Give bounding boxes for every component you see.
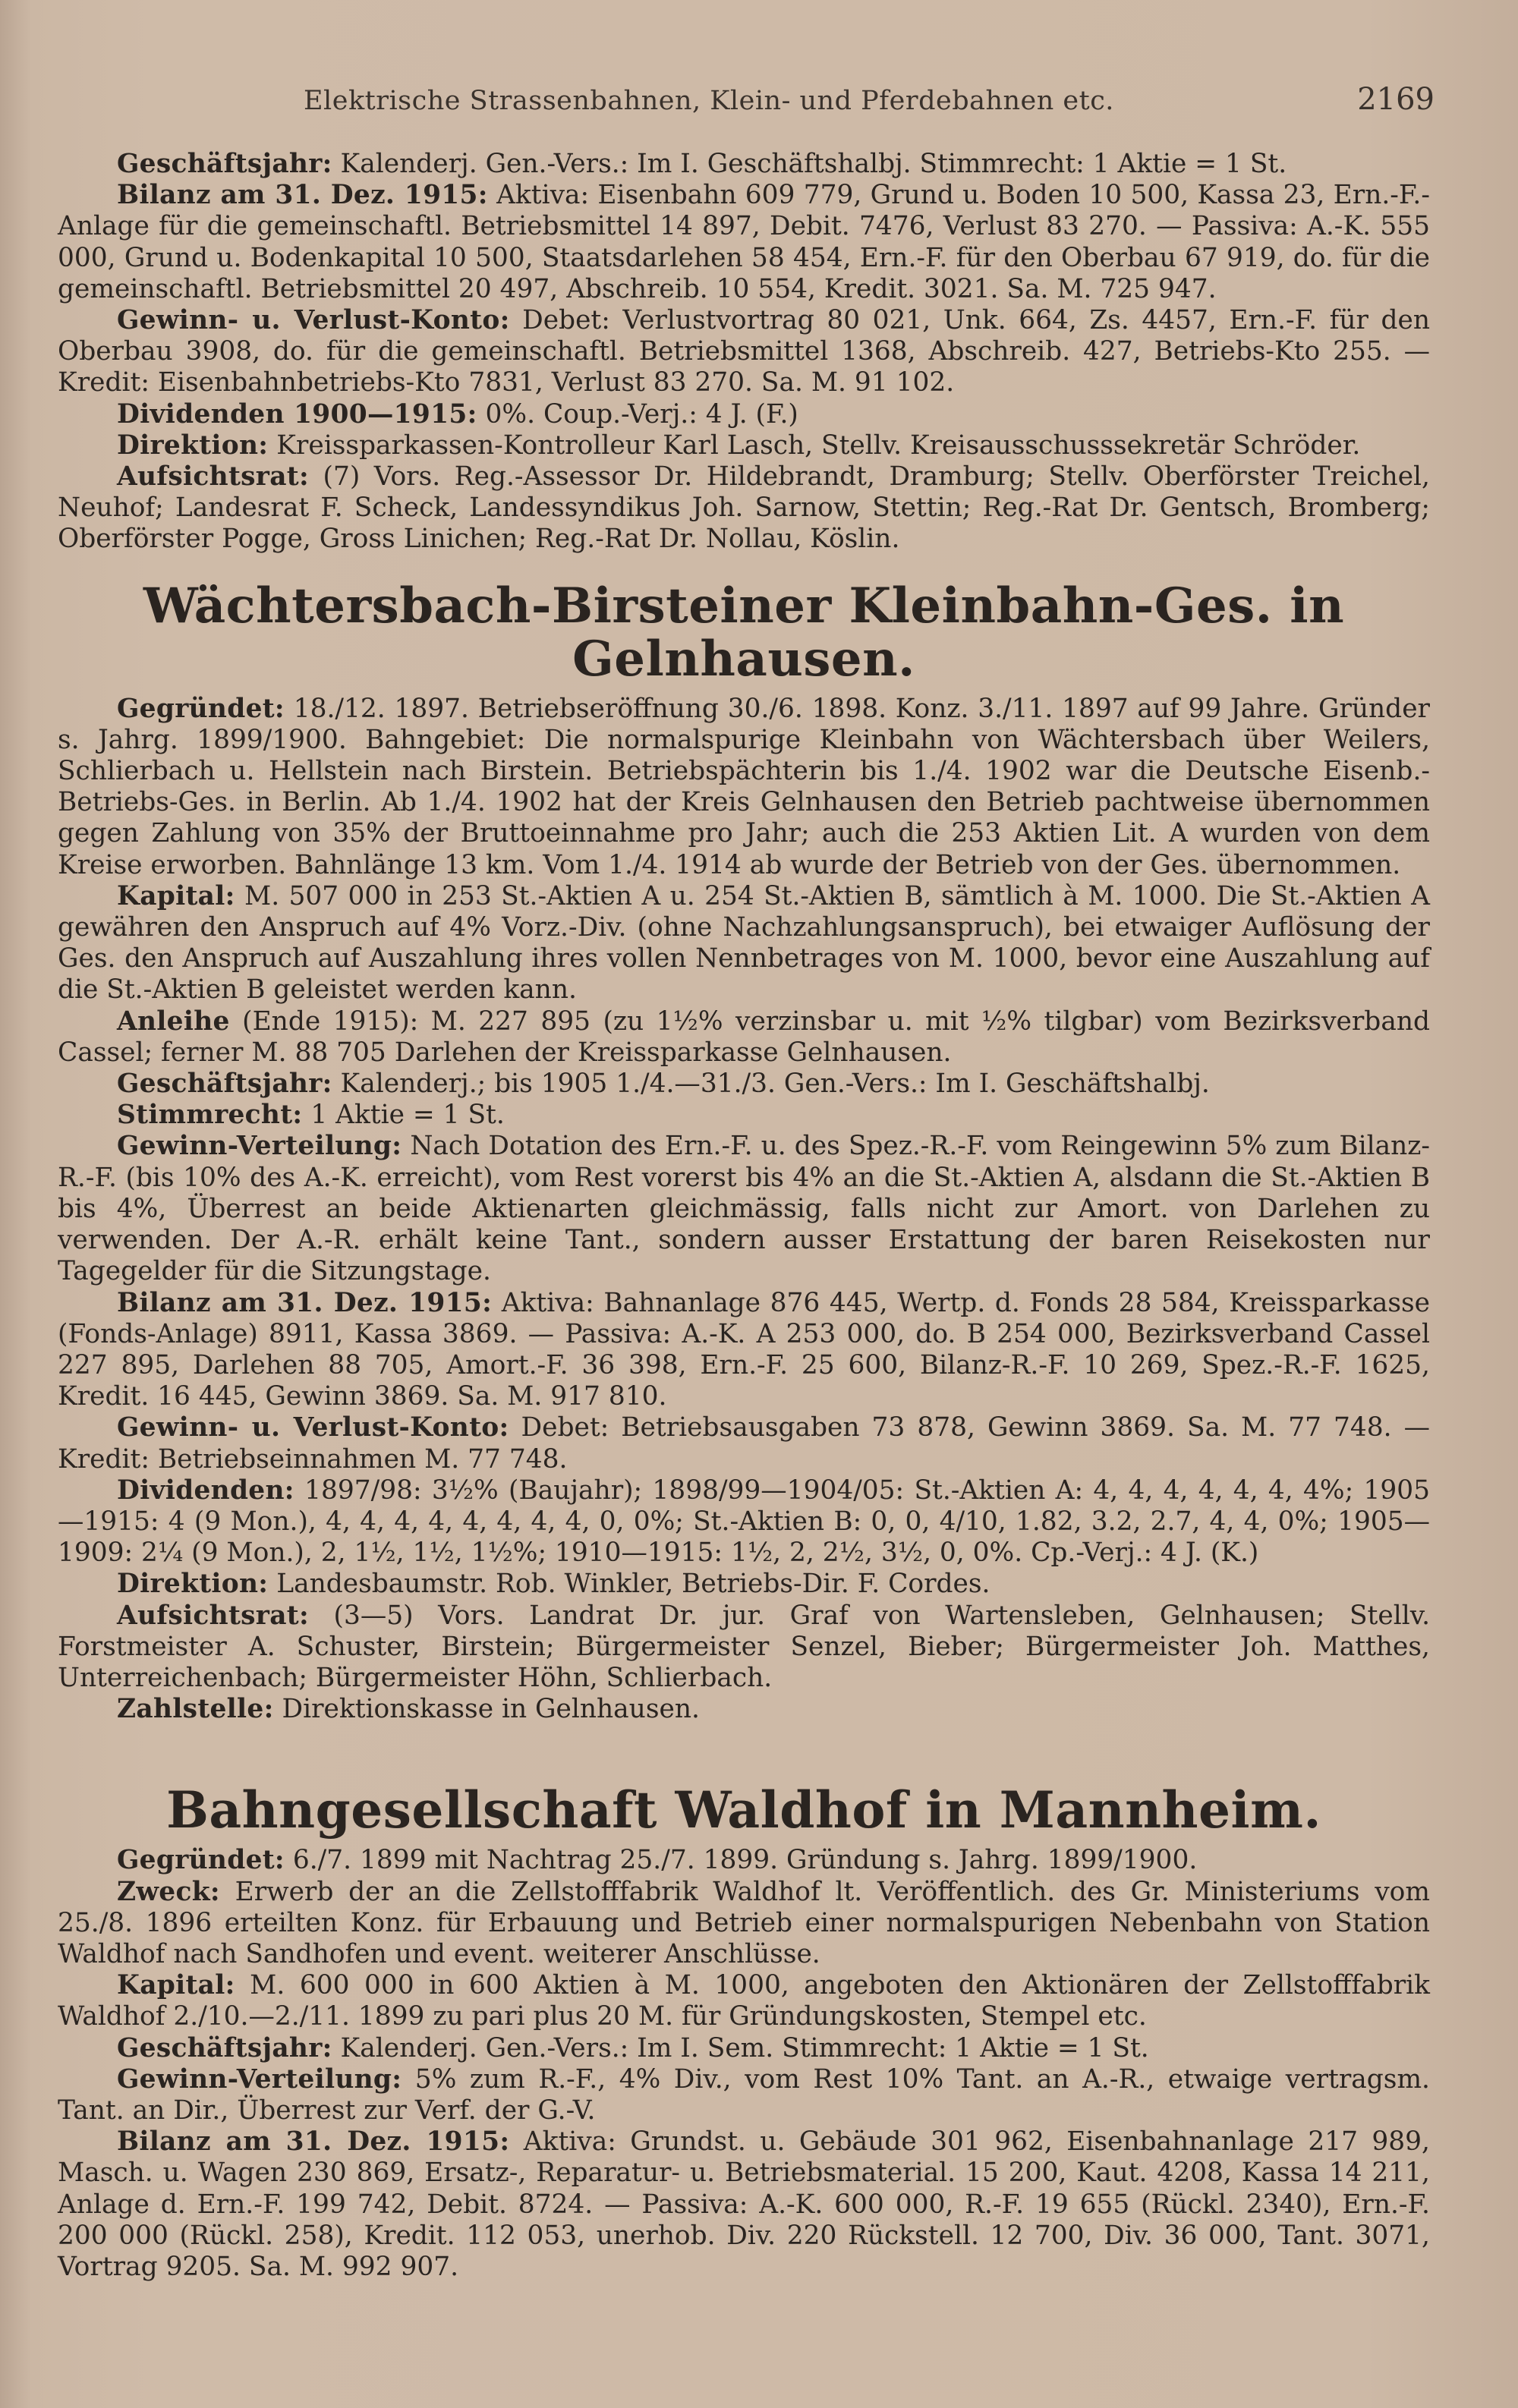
entry-label: Gewinn- u. Verlust-Konto: [117, 305, 510, 336]
running-header [304, 82, 1435, 117]
entry-label: Anleihe [117, 1006, 230, 1037]
company-section [58, 149, 1430, 556]
entry-text: Direktionskasse in Gelnhausen. [273, 1694, 700, 1725]
entry-paragraph [58, 1131, 1430, 1287]
entry-paragraph [58, 1006, 1430, 1069]
entry-label: Aufsichtsrat: [117, 461, 309, 493]
entry-text: Aktiva: Eisenbahn 609 779, Grund u. Boden 10 500, Kassa 23, Ern.-F.-Anlage für die gemeinschaftl. Betriebsmittel 14 897, Debit. 7476, Verlust 83 270. — Passiva: A.-K. 555 000, Grund u. Bodenkapital 10 500, Staatsdarlehen 58 454, Ern.-F. für den Oberbau 67 919, do. für die gemeinschaftl. Betriebsmittel 20 497, Abschreib. 10 554, Kredit. 3021. Sa. M. 725 947. [58, 180, 1430, 304]
entry-text: Kalenderj.; bis 1905 1./4.—31./3. Gen.-Vers.: Im I. Geschäftshalbj. [332, 1069, 1210, 1100]
entry-label: Gewinn-Verteilung: [117, 1131, 402, 1162]
entry-paragraph [58, 399, 1430, 430]
company-section [58, 577, 1430, 1726]
entry-text: 6./7. 1899 mit Nachtrag 25./7. 1899. Gründung s. Jahrg. 1899/1900. [284, 1845, 1198, 1876]
entry-label: Geschäftsjahr: [117, 149, 332, 179]
entry-label: Aufsichtsrat: [117, 1600, 309, 1631]
entry-label: Gegründet: [117, 693, 285, 724]
entry-text: 5% zum R.-F., 4% Div., vom Rest 10% Tant. an A.-R., etwaige vertragsm. Tant. an Dir., Überrest zur Verf. der G.-V. [58, 2063, 1430, 2126]
entry-label: Dividenden 1900—1915: [117, 398, 477, 430]
entry-paragraph [58, 1601, 1430, 1695]
entry-text: Kalenderj. Gen.-Vers.: Im I. Geschäftshalbj. Stimmrecht: 1 Aktie = 1 St. [332, 149, 1287, 179]
entry-paragraph [58, 461, 1430, 556]
entry-text: M. 600 000 in 600 Aktien à M. 1000, angeboten den Aktionären der Zellstofffabrik Waldhof 2./10.—2./11. 1899 zu pari plus 20 M. für Gründungskosten, Stempel etc. [58, 1970, 1430, 2032]
entry-paragraph [58, 305, 1430, 399]
entry-label: Stimmrecht: [117, 1100, 303, 1131]
entry-label: Direktion: [117, 430, 269, 461]
entry-text: Debet: Betriebsausgaben 73 878, Gewinn 3869. Sa. M. 77 748. — Kredit: Betriebseinnahmen M. 77 748. [58, 1412, 1430, 1475]
entry-label: Bilanz am 31. Dez. 1915: [117, 180, 488, 211]
entry-paragraph [58, 1569, 1430, 1600]
company-title: Wächtersbach-Birsteiner Kleinbahn-Ges. in Gelnhausen. [143, 577, 1345, 688]
entry-text: Debet: Verlustvortrag 80 021, Unk. 664, Zs. 4457, Ern.-F. für den Oberbau 3908, do. für die gemeinschaftl. Betriebsmittel 1368, Abschreib. 427, Betriebs-Kto 255. — Kredit: Eisenbahnbetriebs-Kto 7831, Verlust 83 270. Sa. M. 91 102. [58, 305, 1431, 398]
page-body [58, 149, 1430, 2283]
entry-text: Aktiva: Bahnanlage 876 445, Wertp. d. Fonds 28 584, Kreissparkasse (Fonds-Anlage) 8911, Kassa 3869. — Passiva: A.-K. A 253 000, do. B 254 000, Bezirksverband Cassel 227 895, Darlehen 88 705, Amort.-F. 36 398, Ern.-F. 25 600, Bilanz-R.-F. 10 269, Spez.-R.-F. 1625, Kredit. 16 445, Gewinn 3869. Sa. M. 917 810. [58, 1287, 1430, 1412]
entry-text: (Ende 1915): M. 227 895 (zu 1½% verzinsbar u. mit ½% tilgbar) vom Bezirksverband Cassel; ferner M. 88 705 Darlehen der Kreissparkasse Gelnhausen. [58, 1006, 1430, 1068]
entry-text: (7) Vors. Reg.-Assessor Dr. Hildebrandt, Dramburg; Stellv. Oberförster Treichel, Neuhof; Landesrat F. Scheck, Landessyndikus Joh. Sarnow, Stettin; Reg.-Rat Dr. Gentsch, Bromberg; Oberförster Pogge, Gross Linichen; Reg.-Rat Dr. Nollau, Köslin. [58, 461, 1430, 555]
entry-paragraph [58, 1970, 1430, 2032]
entry-text: 1 Aktie = 1 St. [302, 1100, 505, 1131]
entry-paragraph [58, 1288, 1430, 1413]
entry-label: Dividenden: [117, 1475, 294, 1506]
entry-text: M. 507 000 in 253 St.-Aktien A u. 254 St.-Aktien B, sämtlich à M. 1000. Die St.-Aktien A gewähren den Anspruch auf 4% Vorz.-Div. (ohne Nachzahlungsanspruch), bei etwaiger Auflösung der Ges. den Anspruch auf Auszahlung ihres vollen Nennbetrages von M. 1000, bevor eine Auszahlung auf die St.-Aktien B geleistet werden kann. [58, 880, 1430, 1006]
entry-label: Geschäftsjahr: [117, 2032, 332, 2063]
entry-text: Erwerb der an die Zellstofffabrik Waldhof lt. Veröffentlich. des Gr. Ministeriums vom 25./8. 1896 erteilten Konz. für Erbauung und Betrieb einer normalspurigen Nebenbahn von Station Waldhof nach Sandhofen und event. weiterer Anschlüsse. [58, 1876, 1430, 1969]
entry-paragraph [58, 881, 1430, 1006]
entry-text: 1897/98: 3½% (Baujahr); 1898/99—1904/05: St.-Aktien A: 4, 4, 4, 4, 4, 4, 4%; 1905—1915: 4 (9 Mon.), 4, 4, 4, 4, 4, 4, 4, 4, 0, 0%; St.-Aktien B: 0, 0, 4/10, 1.82, 3.2, 2.7, 4, 4, 0%; 1905—1909: 2¼ (9 Mon.), 2, 1½, 1½, 1½%; 1910—1915: 1½, 2, 2½, 3½, 0, 0%. Cp.-Verj.: 4 J. (K.) [58, 1475, 1430, 1569]
entry-text: Nach Dotation des Ern.-F. u. des Spez.-R.-F. vom Reingewinn 5% zum Bilanz-R.-F. (bis 10% des A.-K. erreicht), vom Rest vorerst bis 4% an die St.-Aktien A, alsdann die St.-Aktien B bis 4%, Überrest an beide Aktienarten gleichmässig, falls nicht zur Amort. von Darlehen zu verwenden. Der A.-R. erhält keine Tant., sondern ausser Erstattung der baren Reisekosten nur Tagegelder für die Sitzungstage. [58, 1131, 1430, 1287]
entry-text: Landesbaumstr. Rob. Winkler, Betriebs-Dir. F. Cordes. [268, 1569, 990, 1600]
entry-paragraph [58, 2126, 1430, 2283]
entry-text: Aktiva: Grundst. u. Gebäude 301 962, Eisenbahnanlage 217 989, Masch. u. Wagen 230 869, Ersatz-, Reparatur- u. Betriebsmaterial. 15 200, Kaut. 4208, Kassa 14 211, Anlage d. Ern.-F. 199 742, Debit. 8724. — Passiva: A.-K. 600 000, R.-F. 19 655 (Rückl. 2340), Ern.-F. 200 000 (Rückl. 258), Kredit. 112 053, unerhob. Div. 220 Rückstell. 12 700, Div. 36 000, Tant. 3071, Vortrag 9205. Sa. M. 992 907. [58, 2126, 1430, 2282]
entry-text: 18./12. 1897. Betriebseröffnung 30./6. 1898. Konz. 3./11. 1897 auf 99 Jahre. Gründer s. Jahrg. 1899/1900. Bahngebiet: Die normalspurige Kleinbahn von Wächtersbach über Weilers, Schlierbach u. Hellstein nach Birstein. Betriebspächterin bis 1./4. 1902 war die Deutsche Eisenb.-Betriebs-Ges. in Berlin. Ab 1./4. 1902 hat der Kreis Gelnhausen den Betrieb pachtweise übernommen gegen Zahlung von 35% der Bruttoeinnahme pro Jahr; auch die 253 Aktien Lit. A wurden von dem Kreise erworben. Bahnlänge 13 km. Vom 1./4. 1914 ab wurde der Betrieb von der Ges. übernommen. [58, 693, 1430, 880]
entry-label: Zahlstelle: [117, 1694, 274, 1725]
company-title: Bahngesellschaft Waldhof in Mannheim. [166, 1780, 1321, 1840]
entry-paragraph [58, 694, 1430, 881]
entry-paragraph [58, 1845, 1430, 1876]
entry-paragraph [58, 1877, 1430, 1971]
entry-paragraph [58, 1412, 1430, 1475]
header-title: Elektrische Strassenbahnen, Klein- und Pferdebahnen etc. [304, 86, 1114, 116]
entry-paragraph [58, 1475, 1430, 1569]
entry-paragraph [58, 430, 1430, 461]
entry-paragraph [58, 149, 1430, 180]
company-section [58, 1780, 1430, 2283]
entry-label: Gewinn-Verteilung: [117, 2063, 402, 2095]
entry-label: Gegründet: [117, 1845, 285, 1876]
entry-label: Geschäftsjahr: [117, 1069, 332, 1100]
entry-paragraph [58, 1100, 1430, 1131]
entry-paragraph [58, 180, 1430, 305]
entry-label: Kapital: [117, 880, 235, 911]
entry-paragraph [58, 2064, 1430, 2126]
entry-label: Direktion: [117, 1569, 269, 1600]
entry-label: Zweck: [117, 1876, 220, 1907]
entry-text: (3—5) Vors. Landrat Dr. jur. Graf von Wartensleben, Gelnhausen; Stellv. Forstmeister A. Schuster, Birstein; Bürgermeister Senzel, Bieber; Bürgermeister Joh. Matthes, Unterreichenbach; Bürgermeister Höhn, Schlierbach. [58, 1600, 1430, 1693]
entry-label: Kapital: [117, 1970, 235, 2001]
entry-paragraph [58, 2033, 1430, 2064]
entry-text: 0%. Coup.-Verj.: 4 J. (F.) [477, 398, 798, 430]
entry-paragraph [58, 1694, 1430, 1725]
entry-label: Gewinn- u. Verlust-Konto: [117, 1412, 509, 1443]
entry-text: Kalenderj. Gen.-Vers.: Im I. Sem. Stimmrecht: 1 Aktie = 1 St. [332, 2032, 1149, 2063]
entry-label: Bilanz am 31. Dez. 1915: [117, 1287, 493, 1318]
entry-paragraph [58, 1069, 1430, 1100]
page-number: 2169 [1357, 82, 1435, 117]
entry-text: Kreissparkassen-Kontrolleur Karl Lasch, Stellv. Kreisausschusssekretär Schröder. [268, 430, 1361, 461]
entry-label: Bilanz am 31. Dez. 1915: [117, 2126, 510, 2158]
